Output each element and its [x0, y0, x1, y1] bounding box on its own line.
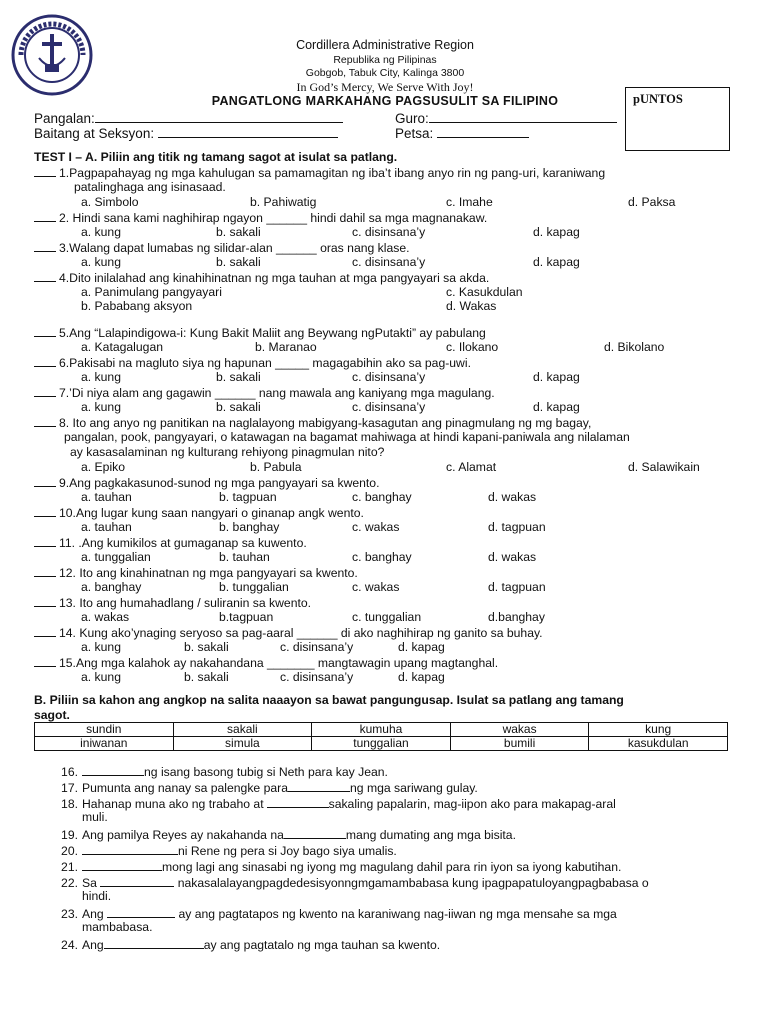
answer-blank[interactable]: [267, 795, 329, 808]
question-3: 3.Walang dapat lumabas ng silidar-alan ______ oras nang klase.: [34, 240, 410, 256]
exam-title: PANGATLONG MARKAHANG PAGSUSULIT SA FILIPINO: [211, 94, 559, 108]
item-24: 24. Ang ay ang pagtatalo ng mga tauhan sa kwento.: [61, 938, 441, 952]
grade-section-field: [34, 125, 338, 141]
teacher-blank[interactable]: [429, 110, 617, 123]
date-label: Petsa:: [395, 126, 434, 141]
word-choice: kung: [589, 723, 728, 737]
word-row: [35, 723, 728, 737]
question-8-cont: ay kasasalaminan ng kulturang rehiyong pinagmulan nito?: [70, 445, 385, 459]
word-choice: wakas: [450, 723, 589, 737]
item-18-cont: muli.: [82, 810, 108, 824]
answer-blank[interactable]: [107, 905, 175, 918]
option: d. Salawikain: [628, 460, 700, 474]
school-motto: In God’s Mercy, We Serve With Joy!: [296, 80, 474, 94]
word-choice: kumuha: [312, 723, 451, 737]
option: b. sakali: [216, 400, 261, 414]
question-8: 8. Ito ang anyo ng panitikan na naglalayong mabigyang-kasagutan ang pinagmulang ng mg bagay,: [34, 415, 591, 431]
answer-blank[interactable]: [284, 826, 346, 839]
question-2: 2. Hindi sana kami naghihirap ngayon ______ hindi dahil sa mga magnanakaw.: [34, 210, 487, 226]
option: b. tagpuan: [219, 490, 277, 504]
region-name: Cordillera Administrative Region: [296, 38, 474, 52]
answer-blank[interactable]: [34, 595, 56, 607]
answer-blank[interactable]: [104, 936, 204, 949]
option: c. disinsana’y: [280, 640, 354, 654]
option: c. disinsana’y: [280, 670, 354, 684]
name-blank[interactable]: [95, 110, 343, 123]
item-22-cont: hindi.: [82, 889, 112, 903]
question-4: 4.Dito inilalahad ang kinahihinatnan ng mga tauhan at mga pangyayari sa akda.: [34, 270, 489, 286]
option: b. Pabula: [250, 460, 302, 474]
option: b. banghay: [219, 520, 280, 534]
question-1-cont: patalinghaga ang isinasaad.: [74, 180, 226, 194]
answer-blank[interactable]: [34, 505, 56, 517]
option: c. banghay: [352, 490, 412, 504]
option: d. Paksa: [628, 195, 676, 209]
item-18: 18. Hahanap muna ako ng trabaho at sakaling papalarin, mag-iipon ako para makapag-aral: [61, 797, 616, 811]
word-choice: kasukdulan: [589, 737, 728, 751]
question-12: 12. Ito ang kinahinatnan ng mga pangyayari sa kwento.: [34, 565, 358, 581]
item-17: 17. Pumunta ang nanay sa palengke para ng mga sariwang gulay.: [61, 781, 478, 795]
partb-heading-cont: sagot.: [34, 708, 70, 722]
score-box: [625, 87, 730, 151]
question-13: 13. Ito ang humahadlang / suliranin sa kwento.: [34, 595, 311, 611]
option: c. Ilokano: [446, 340, 499, 354]
answer-blank[interactable]: [34, 240, 56, 252]
option: d. wakas: [488, 550, 537, 564]
name-field: [34, 110, 343, 126]
option: b. sakali: [216, 255, 261, 269]
word-box: [34, 722, 728, 751]
answer-blank[interactable]: [34, 655, 56, 667]
item-19: 19. Ang pamilya Reyes ay nakahanda na mang dumating ang mga bisita.: [61, 828, 516, 842]
answer-blank[interactable]: [34, 415, 56, 427]
partb-heading: B. Piliin sa kahon ang angkop na salita naaayon sa bawat pangungusap. Isulat sa patlang ang tamang: [34, 693, 624, 707]
word-choice: sakali: [173, 723, 312, 737]
option: c. disinsana’y: [352, 370, 426, 384]
item-20: 20. ni Rene ng pera si Joy bago siya umalis.: [61, 844, 397, 858]
question-6: 6.Pakisabi na magluto siya ng hapunan _____ magagabihin ako sa pag-uwi.: [34, 355, 471, 371]
option: b.tagpuan: [219, 610, 274, 624]
answer-blank[interactable]: [34, 325, 56, 337]
option: a. Epiko: [81, 460, 126, 474]
word-choice: tunggalian: [312, 737, 451, 751]
answer-blank[interactable]: [34, 355, 56, 367]
option: b. sakali: [216, 370, 261, 384]
score-label: pUNTOS: [633, 92, 683, 106]
option: d. kapag: [533, 255, 580, 269]
question-10: 10.Ang lugar kung saan nangyari o ginanap angk wento.: [34, 505, 364, 521]
option: a. Panimulang pangyayari: [81, 285, 222, 299]
option: c. wakas: [352, 580, 400, 594]
option: c. disinsana’y: [352, 225, 426, 239]
item-21: 21. mong lagi ang sinasabi ng iyong mg magulang dahil para rin iyon sa iyong kabutihan.: [61, 860, 622, 874]
option: a. Simbolo: [81, 195, 139, 209]
test1-heading: TEST I – A. Piliin ang titik ng tamang sagot at isulat sa patlang.: [34, 150, 398, 164]
item-16: 16. ng isang basong tubig si Neth para kay Jean.: [61, 765, 388, 779]
option: a. Katagalugan: [81, 340, 163, 354]
option: a. kung: [81, 670, 121, 684]
item-23: 23. Ang ay ang pagtatapos ng kwento na karaniwang nag-iiwan ng mga mensahe sa mga: [61, 907, 617, 921]
answer-blank[interactable]: [34, 625, 56, 637]
option: c. wakas: [352, 520, 400, 534]
answer-blank[interactable]: [34, 385, 56, 397]
option: a. tunggalian: [81, 550, 151, 564]
grade-section-blank[interactable]: [158, 125, 338, 138]
option: b. Pababang aksyon: [81, 299, 193, 313]
option: d.banghay: [488, 610, 545, 624]
answer-blank[interactable]: [34, 565, 56, 577]
question-1: 1.Pagpapahayag ng mga kahulugan sa pamamagitan ng iba’t ibang anyo rin ng pang-uri, karaniwang: [34, 165, 605, 181]
answer-blank[interactable]: [34, 270, 56, 282]
option: b. Maranao: [255, 340, 317, 354]
option: d. Wakas: [446, 299, 497, 313]
question-8-cont: pangalan, pook, pangyayari, o katawagan na bagamat mahiwaga at hindi kapani-paniwala ang nilalaman: [64, 430, 630, 444]
option: b. sakali: [184, 670, 229, 684]
question-7: 7.’Di niya alam ang gagawin ______ nang mawala ang kaniyang mga magulang.: [34, 385, 495, 401]
answer-blank[interactable]: [34, 535, 56, 547]
option: a. kung: [81, 255, 121, 269]
school-seal-logo: [11, 14, 93, 96]
option: c. tunggalian: [352, 610, 422, 624]
word-row: [35, 737, 728, 751]
option: b. tauhan: [219, 550, 270, 564]
option: b. sakali: [216, 225, 261, 239]
option: a. wakas: [81, 610, 130, 624]
question-9: 9.Ang pagkakasunod-sunod ng mga pangyayari sa kwento.: [34, 475, 379, 491]
date-blank[interactable]: [437, 125, 529, 138]
word-choice: sundin: [35, 723, 174, 737]
question-14: 14. Kung ako’ynaging seryoso sa pag-aaral ______ di ako naghihirap ng ganito sa buhay.: [34, 625, 543, 641]
option: d. kapag: [533, 225, 580, 239]
answer-blank[interactable]: [100, 874, 174, 887]
item-22: 22. Sa nakasalalayangpagdedesisyonngmgamambabasa kung ipagpapatuloyangpagbabasa o: [61, 876, 649, 890]
question-15: 15.Ang mga kalahok ay nakahandana _______ mangtawagin upang magtanghal.: [34, 655, 498, 671]
answer-blank[interactable]: [34, 475, 56, 487]
grade-section-label: Baitang at Seksyon:: [34, 126, 155, 141]
answer-blank[interactable]: [82, 842, 178, 855]
option: d. wakas: [488, 490, 537, 504]
option: a. banghay: [81, 580, 142, 594]
teacher-label: Guro:: [395, 111, 429, 126]
option: c. Imahe: [446, 195, 493, 209]
option: a. kung: [81, 640, 121, 654]
option: c. Alamat: [446, 460, 497, 474]
question-11: 11. .Ang kumikilos at gumaganap sa kuwento.: [34, 535, 307, 551]
answer-blank[interactable]: [288, 779, 350, 792]
word-choice: simula: [173, 737, 312, 751]
option: d. Bikolano: [604, 340, 665, 354]
option: a. kung: [81, 400, 121, 414]
option: b. sakali: [184, 640, 229, 654]
answer-blank[interactable]: [34, 165, 56, 177]
option: d. kapag: [398, 670, 445, 684]
option: a. tauhan: [81, 490, 132, 504]
option: c. Kasukdulan: [446, 285, 523, 299]
option: d. kapag: [533, 370, 580, 384]
option: d. tagpuan: [488, 580, 546, 594]
option: d. kapag: [533, 400, 580, 414]
option: c. disinsana’y: [352, 400, 426, 414]
option: c. banghay: [352, 550, 412, 564]
word-choice: bumili: [450, 737, 589, 751]
option: d. kapag: [398, 640, 445, 654]
school-address: Gobgob, Tabuk City, Kalinga 3800: [305, 67, 465, 79]
option: b. tunggalian: [219, 580, 289, 594]
answer-blank[interactable]: [82, 763, 144, 776]
option: b. Pahiwatig: [250, 195, 317, 209]
name-label: Pangalan:: [34, 111, 95, 126]
item-23-cont: mambabasa.: [82, 920, 153, 934]
question-5: 5.Ang “Lalapindigowa-i: Kung Bakit Maliit ang Beywang ngPutakti” ay pabulang: [34, 325, 486, 341]
option: a. kung: [81, 225, 121, 239]
answer-blank[interactable]: [82, 858, 162, 871]
option: a. kung: [81, 370, 121, 384]
word-choice: iniwanan: [35, 737, 174, 751]
option: a. tauhan: [81, 520, 132, 534]
option: d. tagpuan: [488, 520, 546, 534]
republic-name: Republika ng Pilipinas: [333, 54, 437, 66]
option: c. disinsana’y: [352, 255, 426, 269]
teacher-field: [395, 110, 617, 126]
date-field: [395, 125, 529, 141]
answer-blank[interactable]: [34, 210, 56, 222]
